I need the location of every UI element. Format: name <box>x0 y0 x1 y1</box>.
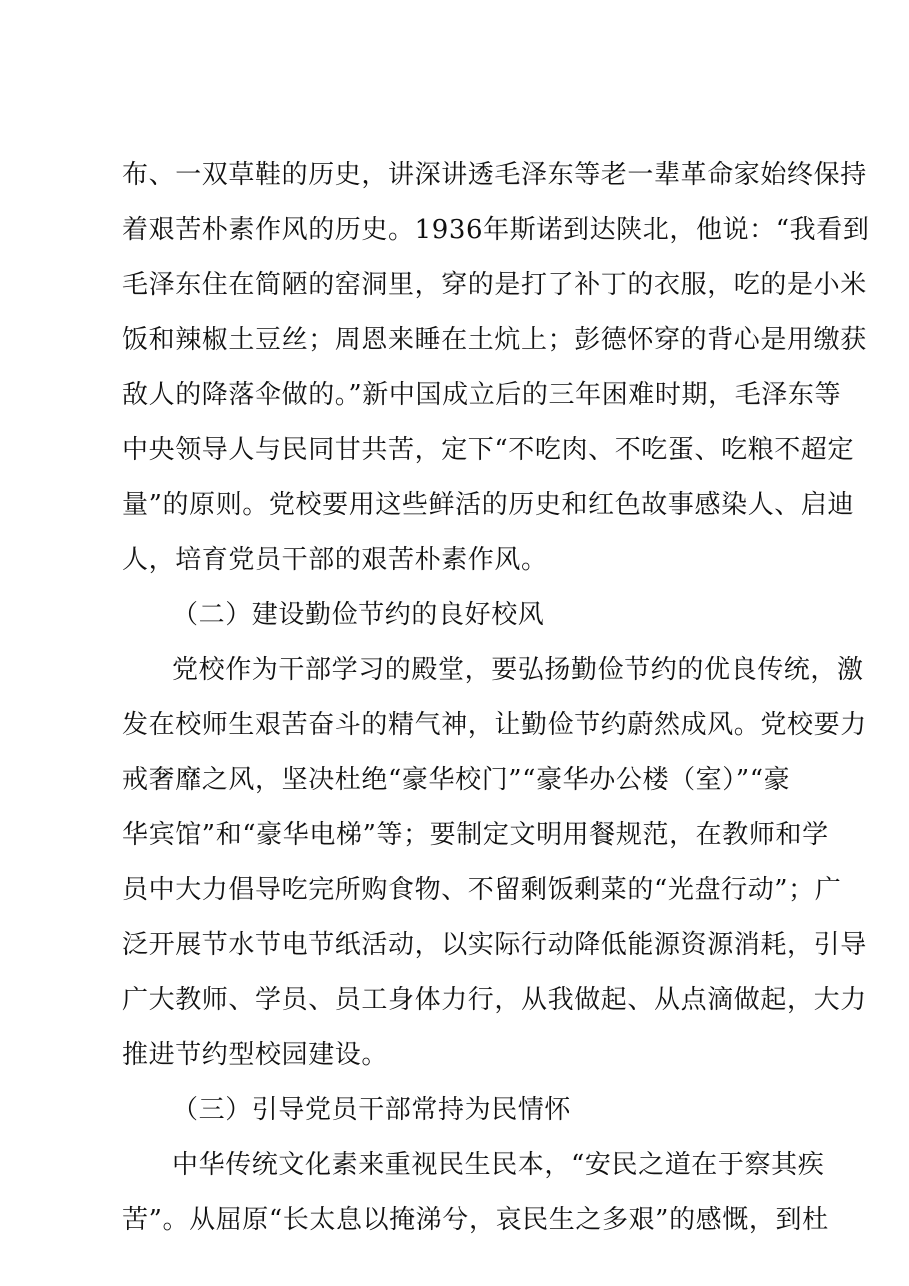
text-line-6: 中央领导人与民同甘共苦，定下“不吃肉、不吃蛋、吃粮不超定 <box>122 435 855 465</box>
text-line-15: 泛开展节水节电节纸活动，以实际行动降低能源资源消耗，引导 <box>122 930 867 960</box>
text-line-3: 毛泽东住在简陋的窑洞里，穿的是打了补丁的衣服，吃的是小米 <box>122 270 867 300</box>
text-line-1: 布、一双草鞋的历史，讲深讲透毛泽东等老一辈革命家始终保持 <box>122 160 867 190</box>
text-line-20: 苦”。从屈原“长太息以掩涕兮，哀民生之多艰”的感慨，到杜 <box>122 1205 829 1235</box>
text-line-7: 量”的原则。党校要用这些鲜活的历史和红色故事感染人、启迪 <box>122 490 855 520</box>
section-heading-2: （二）建设勤俭节约的良好校风 <box>172 600 545 630</box>
text-line-5: 敌人的降落伞做的。”新中国成立后的三年困难时期，毛泽东等 <box>122 380 842 410</box>
text-line-2: 着艰苦朴素作风的历史。1936年斯诺到达陕北，他说：“我看到 <box>122 215 870 245</box>
text-line-14: 员中大力倡导吃完所购食物、不留剩饭剩菜的“光盘行动”；广 <box>122 875 842 905</box>
text-line-12: 戒奢靡之风，坚决杜绝“豪华校门”“豪华办公楼（室）”“豪 <box>122 765 791 795</box>
text-line-8: 人，培育党员干部的艰苦朴素作风。 <box>122 545 548 575</box>
text-line-4: 饭和辣椒土豆丝；周恩来睡在土炕上；彭德怀穿的背心是用缴获 <box>122 325 867 355</box>
text-line-16: 广大教师、学员、员工身体力行，从我做起、从点滴做起，大力 <box>122 985 867 1015</box>
section-heading-3: （三）引导党员干部常持为民情怀 <box>172 1095 572 1125</box>
text-line-13: 华宾馆”和“豪华电梯”等；要制定文明用餐规范，在教师和学 <box>122 820 829 850</box>
text-line-17: 推进节约型校园建设。 <box>122 1040 389 1070</box>
text-line-11: 发在校师生艰苦奋斗的精气神，让勤俭节约蔚然成风。党校要力 <box>122 710 867 740</box>
text-line-19: 中华传统文化素来重视民生民本，“安民之道在于察其疾 <box>172 1150 825 1180</box>
text-line-10: 党校作为干部学习的殿堂，要弘扬勤俭节约的优良传统，激 <box>172 655 864 685</box>
